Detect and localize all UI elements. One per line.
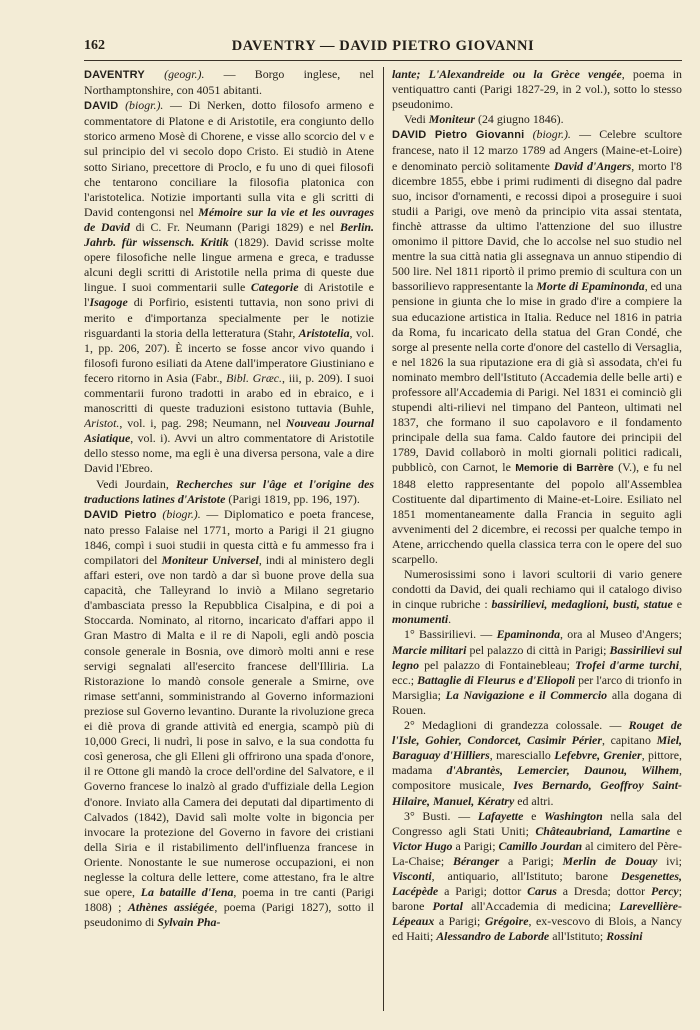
- entry-text: di Aristotile e l': [84, 280, 374, 310]
- work-title: Victor Hugo: [392, 838, 453, 853]
- entry-text: , vol. 1, pp. 206, 207). È incerto se fosse ancor vivo quando i filosofi furono esiliati da Atene dall'imperatore Giustiniano e fecero ritorno in Asia (Fabr.,: [84, 325, 374, 385]
- work-title: Recherches sur l'âge et l'origine des traductions latines d'Aristote: [84, 476, 374, 506]
- abbreviation: (biogr.).: [125, 98, 164, 113]
- work-title: Larevellière-Lépeaux: [392, 899, 682, 929]
- work-title: Portal: [432, 899, 463, 914]
- entry-text: , poema (Parigi 1827), sotto il pseudonimo di: [84, 900, 374, 930]
- left-column: [84, 67, 374, 1011]
- catalogue-busti: [392, 809, 682, 945]
- work-title: Aristot.: [84, 416, 120, 431]
- work-title: lante; L'Alexandreide ou la Grèce vengée: [392, 67, 622, 81]
- continuation-text: [392, 67, 682, 112]
- entry-text: , antiquario, all'Istituto; barone: [431, 868, 621, 883]
- entry-text: di C. Fr. Neumann (Parigi 1829) e nel: [129, 219, 340, 234]
- headword: DAVID: [84, 100, 119, 113]
- running-title: DAVENTRY — DAVID PIETRO GIOVANNI: [231, 38, 535, 54]
- entry-text: , compositore musicale,: [392, 763, 682, 793]
- right-column: [392, 67, 682, 1011]
- entry-text: Numerosissimi sono i lavori scultorii di vario genere condotti da David, dei quali rechiamo qui il catalogo diviso in cinque rubriche :: [392, 567, 682, 612]
- entry-text: e: [672, 597, 682, 612]
- entry-text: , poema in ventiquattro canti (Parigi 1827-29, in 2 vol.), sotto lo stesso pseudonimo.: [392, 67, 682, 112]
- catalogue-bassirilievi: [392, 627, 682, 718]
- work-title: bassirilievi, medaglioni, busti, statue: [491, 597, 673, 612]
- entry-text: .: [448, 612, 452, 627]
- entry-text: — Diplomatico e poeta francese, nato presso Falaise nel 1771, morto a Parigi il 21 giugno 1846, compì i suoi studii in questa città e fu ammesso fra i compilatori del: [84, 506, 374, 567]
- entry-text: per l'arco di trionfo in Marsiglia;: [392, 672, 682, 702]
- work-title: Desgenettes, Lacépède: [392, 868, 682, 899]
- entry-text: 3° Busti. —: [404, 808, 478, 823]
- work-title: Moniteur Universel: [161, 553, 259, 567]
- entry-text: all'Accademia di medicina;: [462, 899, 620, 914]
- work-title: Sylvain Pha-: [157, 915, 221, 930]
- catalogue-medaglioni: [392, 718, 682, 809]
- work-title: Grégoire: [484, 914, 529, 929]
- entry-text: , vol. i, pag. 298; Neumann, nel: [119, 416, 286, 431]
- page-number: 162: [84, 38, 105, 53]
- abbreviation: (geogr.).: [164, 67, 205, 81]
- work-title: La Navigazione e il Commercio: [445, 687, 608, 702]
- entry-text: , morto l'8 dicembre 1855, ebbe i primi rudimenti di disegno dal padre suo, incisor d'ornamenti, e recossi dipoi a proseguire i suoi studii a Parigi, ove menò da principio vita assai stentata, finchè attrasse da ultimo l'attenzione del suo illustre omonimo il pittore David, che lo accolse nel suo studio nel mentre la sua città natia gli assegnava un annuo stipendio di 500 lire. Nel 1811 riportò il primo premio di scultura con un bassorilievo rappresentante la: [392, 158, 682, 294]
- entry-text: ; barone: [392, 884, 682, 914]
- entry-text: a Parigi; dottor: [438, 884, 528, 899]
- entry-text: , indi al ministero degli affari esteri, ove non tardò a dar sì buone prove della sua capacità, che Talleyrand lo inviò a Milano segretario d'ambasciata presso la Repubblica Cisalpina, e di poi a Stoccarda. Nominato, al ritorno, incaricato d'affari appo il Gran Mastro di Malta e il re di Napoli, egli andò poscia console generale in Bosnia, ove dimorò molti anni e rese servigi segnalati all'esercito francese dell'Illiria. La Ristorazione lo mandò console generale a Smirne, ove rimase sett'anni, somministrando al Governo informazioni preziose sul Governo levantino. Durante la rivoluzione greca ei diè prova di grande attività ed energia, scampò più di 10,000 Greci, li nudrì, li pose in salvo, e la sua condotta fu così generosa, che gli Elleni gli offrirono una spada d'onore, il re Ottone gli mandò la croce dell'ordine del Salvatore, e il Governo francese lo inalzò al grado d'uffiziale della Legion d'onore. Inviato alla Camera dei deputati dal dipartimento di Calvados (1842), David salì molte volte in bigoncia per invocare la protezione del Governo in favore dei cristiani della Siria e il ristabilimento dell'influenza francese in Oriente. Nonostante le sue numerose occupazioni, ei non neglesse la coltura delle lettere, come attestano, fra le altre sue opere,: [84, 553, 374, 900]
- work-title: David d'Angers: [553, 158, 632, 173]
- entry-text: (Parigi 1819, pp. 196, 197).: [225, 491, 360, 506]
- entry-text: , vol. i). Avvi un altro commentatore di Aristotile dello stesso nome, ma egli è una diversa persona, vale a dire David l'Ebreo.: [84, 431, 374, 476]
- entry-david-pietro: [84, 507, 374, 931]
- entry-text: — Di Nerken, dotto filosofo armeno e commentatore di Platone e di Aristotile, era congiunto dello storico armeno Mosè di Chorene, e visse allo scorcio del v e sul principio del vi secolo dopo Cristo. Ei studiò in Atene sotto Siriano, precettore di Proclo, e fu uno di quei filosofi che tentarono conciliare la filosofia platonica con l'aristotelica. Notizie importanti sulla vita e gli scritti di David contengonsi nel: [84, 98, 374, 219]
- entry-text: all'Istituto;: [549, 929, 607, 944]
- work-title: monumenti: [392, 612, 449, 627]
- work-title: Mémoire sur la vie et les ouvrages de David: [84, 204, 374, 234]
- work-title: Aristotelia: [298, 325, 350, 340]
- entry-text: — Celebre scultore francese, nato il 12 marzo 1789 ad Angers (Maine-et-Loire) e denominato perciò solitamente: [392, 127, 682, 173]
- entry-text: e: [523, 808, 545, 823]
- work-title: Athènes assiégée: [127, 900, 215, 915]
- work-title: Marcie militari: [392, 642, 467, 657]
- abbreviation: (biogr.).: [532, 127, 571, 142]
- headword: DAVID Pietro Giovanni: [392, 129, 525, 142]
- headword: DAVID Pietro: [84, 508, 157, 521]
- cross-reference: Memorie di Barrère: [515, 462, 614, 475]
- work-title: Lefebvre, Grenier: [554, 748, 642, 763]
- entry-text: , pittore, madama: [392, 748, 682, 778]
- headword: DAVENTRY: [84, 69, 145, 81]
- work-title: Trofei d'arme turchi: [574, 657, 680, 672]
- work-title: Moniteur: [428, 112, 476, 127]
- entry-text: ed altri.: [514, 793, 554, 808]
- entry-text: a Parigi;: [499, 853, 563, 868]
- reference-moniteur: [392, 112, 682, 127]
- entry-text: 2° Medaglioni di grandezza colossale. —: [404, 718, 629, 733]
- entry-text: , iii, p. 209). I suoi commentarii furono tradotti in arabo ed in ebraico, e i manoscritti di queste traduzioni esistono tuttavia (Buhle,: [84, 370, 374, 416]
- work-title: Béranger: [452, 853, 500, 868]
- work-title: Epaminonda: [496, 627, 561, 642]
- entry-text: alla dogana di Rouen.: [392, 687, 682, 717]
- work-title: Berlin. Jahrb. für wissensch. Kritik: [84, 219, 374, 250]
- work-title: Camillo Jourdan: [498, 838, 583, 853]
- work-title: Bibl. Græc.: [226, 370, 283, 385]
- entry-text: , ed una pensione in giunta che lo mise in grado d'ire a compiere la sua educazione artistica in Italia. Reduce nel 1816 in patria da Roma, fu incaricato della statua del Gran Condé, che sorge al presente nella corte d'onore del castello di Versaglia, e nel 1826 la sua riputazione era di già sì assodata, ch'ei fu nominato membro dell'Istituto (Accademia delle belle arti) e professore all'Accademia di Parigi. Nel 1831 ei cominciò gli stupendi alti-rilievi nel timpano del Panteon, ultimati nel 1837, che formano il suo capolavoro e il fondamento principale della sua fama. Caldo fautore dei principii del 1789, David collaborò in molti giornali politici radicali, pubblicò, con Carnot, le: [392, 279, 682, 475]
- entry-text: Vedi Jourdain,: [96, 476, 176, 491]
- entry-text: a Parigi;: [434, 914, 485, 929]
- entry-text: (V.), e fu nel 1848 eletto rappresentante del popolo all'Assemblea Costituente dal dipartimento di Maine-et-Loire. Esiliato nel 1851 momentaneamente dalla Francia in seguito agli avvenimenti del 2 dicembre, ei recossi per qualche tempo in Atene, arricchendo quella classica terra con le opere del suo scarpello.: [392, 460, 682, 566]
- entry-text: , poema in tre canti (Parigi 1808) ;: [84, 885, 374, 915]
- entry-david-pietro-giovanni: [392, 127, 682, 567]
- entry-text: pel palazzo di città in Parigi;: [466, 642, 610, 657]
- entry-text: Vedi: [404, 112, 429, 127]
- entry-text: (1829). David scrisse molte opere filosofiche nelle lingue armena e greca, e tradusse alcuni degli scritti di Aristotile nella prima di queste due lingue. I suoi commentarii sulle: [84, 235, 374, 295]
- column-divider: [383, 67, 384, 1011]
- entry-text: e: [670, 823, 682, 838]
- work-title: Châteaubriand, Lamartine: [535, 823, 671, 838]
- work-title: Morte di Epaminonda: [536, 279, 645, 294]
- work-title: Battaglie di Fleurus e d'Eliopoli: [417, 672, 576, 687]
- entry-text: al cimitero del Père-La-Chaise;: [392, 838, 682, 868]
- work-title: Bassirilievi sul legno: [392, 642, 682, 672]
- work-title: Ives Bernardo, Geoffroy Saint-Hilaire, Manuel, Kératry: [392, 778, 682, 808]
- entry-text: pel palazzo di Fontainebleau;: [419, 657, 575, 672]
- work-title: Isagoge: [89, 295, 128, 310]
- reference-jourdain: [84, 477, 374, 507]
- entry-text: , maresciallo: [489, 748, 555, 763]
- work-title: Merlin de Douay: [562, 853, 658, 868]
- entry-text: (24 giugno 1846).: [475, 112, 564, 127]
- entry-text: a Dresda; dottor: [556, 884, 651, 899]
- entry-text: , capitano: [601, 733, 657, 748]
- abbreviation: (biogr.).: [162, 506, 201, 521]
- entry-text: , ecc.;: [392, 657, 682, 687]
- work-title: Lafayette: [477, 808, 524, 823]
- work-title: Miel, Baraguay d'Hilliers: [392, 733, 682, 763]
- entry-text: 1° Bassirilievi. —: [404, 627, 497, 642]
- entry-text: — Borgo inglese, nel Northamptonshire, con 4051 abitanti.: [84, 67, 374, 98]
- work-title: Washington: [544, 808, 603, 823]
- work-title: d'Abrantès, Lemercier, Daunou, Wilhem: [446, 763, 680, 778]
- work-title: Categorie: [250, 280, 299, 295]
- entry-daventry: [84, 67, 374, 98]
- entry-david: [84, 98, 374, 476]
- work-title: Visconti: [392, 868, 432, 883]
- catalogue-intro: [392, 567, 682, 627]
- entry-text: , ex-vescovo di Blois, a Nancy ed Haiti;: [392, 914, 682, 944]
- work-title: Percy: [650, 884, 679, 899]
- entry-text: nella sala del Congresso agli Stati Uniti;: [392, 808, 682, 838]
- entry-text: di Porfirio, esistenti tuttavia, non sono privi di merito e d'importanza specialmente per le notizie risguardanti la storia della letteratura (Stahr,: [84, 295, 374, 340]
- work-title: Rouget de l'Isle, Gohier, Condorcet, Casimir Périer: [392, 718, 682, 748]
- work-title: Carus: [527, 884, 557, 899]
- entry-text: ivi;: [657, 853, 682, 868]
- page-header: [84, 36, 682, 61]
- work-title: Rossini: [606, 929, 643, 944]
- entry-text: a Parigi;: [452, 838, 499, 853]
- work-title: Nouveau Journal Asiatique: [84, 416, 374, 446]
- entry-text: , ora al Museo d'Angers;: [560, 627, 682, 642]
- work-title: La bataille d'Iena: [140, 885, 234, 900]
- work-title: Alessandro de Laborde: [436, 929, 550, 944]
